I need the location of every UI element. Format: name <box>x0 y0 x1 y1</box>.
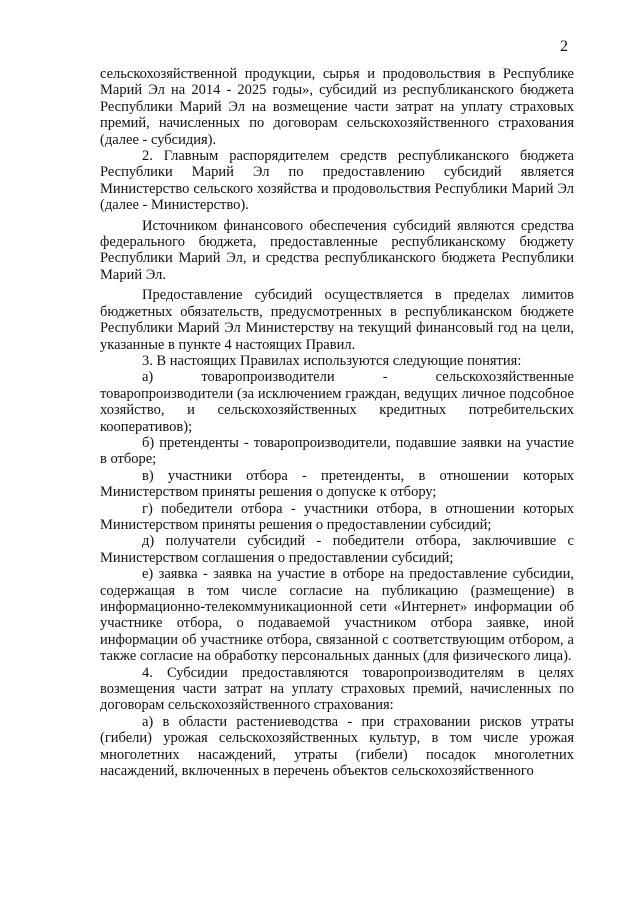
document-body <box>100 66 574 779</box>
definition-e: е) заявка - заявка на участие в отборе на предоставление субсидии, содержащая в том числе согласие на публикацию (размещение) в информационно-телекоммуникационной сети «Интернет» информации об участнике отбора, о подаваемой участником отбора заявке, иной информации об участнике отбора, связанной с соответствующим отбором, а также согласие на обработку персональных данных (для физического лица). <box>100 566 574 665</box>
definition-g: г) победители отбора - участники отбора, в отношении которых Министерством приняты решения о предоставлении субсидий; <box>100 500 574 533</box>
paragraph-intro-continuation: сельскохозяйственной продукции, сырья и продовольствия в Республике Марий Эл на 2014 - 2025 годы», субсидий из республиканского бюджета Республики Марий Эл на возмещение части затрат на уплату страховых премий, начисленных по договорам сельскохозяйственного страхования (далее - субсидия). <box>100 66 574 148</box>
definition-v: в) участники отбора - претенденты, в отношении которых Министерством приняты решения о допуске к отбору; <box>100 467 574 501</box>
clause-4-item-a: а) в области растениеводства - при страховании рисков утраты (гибели) урожая сельскохозяйственных культур, в том числе урожая многолетних насаждений, утраты (гибели) посадок многолетних насаждений, включенных в перечень объектов сельскохозяйственного <box>100 713 574 780</box>
paragraph-clause-4: 4. Субсидии предоставляются товаропроизводителям в целях возмещения части затрат на уплату страховых премий, начисленных по договорам сельскохозяйственного страхования: <box>100 664 574 714</box>
page-number: 2 <box>560 38 568 55</box>
definition-a: а) товаропроизводители - сельскохозяйственные товаропроизводители (за исключением граждан, ведущих личное подсобное хозяйство, и сельскохозяйственных кредитных потребительских кооперативов); <box>100 369 574 435</box>
paragraph-clause-2: 2. Главным распорядителем средств республиканского бюджета Республики Марий Эл по предоставлению субсидий является Министерство сельского хозяйства и продовольствия Республики Марий Эл (далее - Министерство). <box>100 148 574 214</box>
definition-b: б) претенденты - товаропроизводители, подавшие заявки на участие в отборе; <box>100 434 574 468</box>
paragraph-clause-3: 3. В настоящих Правилах используются следующие понятия: <box>142 352 522 369</box>
paragraph-limits: Предоставление субсидий осуществляется в пределах лимитов бюджетных обязательств, предусмотренных в республиканском бюджете Республики Марий Эл Министерству на текущий финансовый год на цели, указанные в пункте 4 настоящих Правил. <box>100 287 574 353</box>
paragraph-funding-source: Источником финансового обеспечения субсидий являются средства федерального бюджета, предоставленные республиканскому бюджету Республики Марий Эл, и средства республиканского бюджета Республики Марий Эл. <box>100 217 574 283</box>
definition-d: д) получатели субсидий - победители отбора, заключившие с Министерством соглашения о предоставлении субсидий; <box>100 533 574 566</box>
